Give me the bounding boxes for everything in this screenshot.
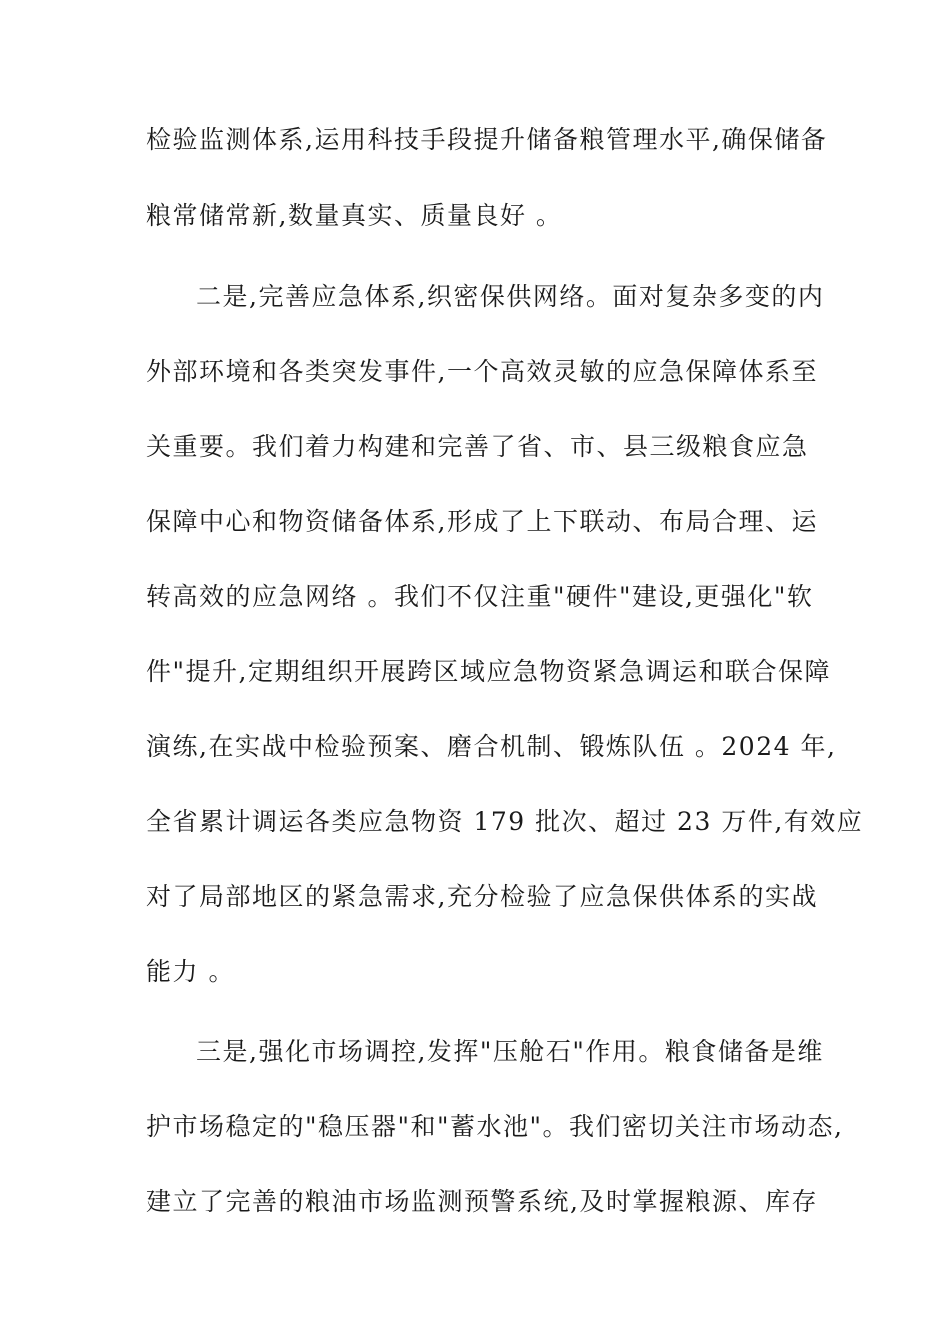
text-line-4: 外部环境和各类突发事件,一个高效灵敏的应急保障体系至	[146, 357, 818, 386]
text-line-5: 关重要。我们着力构建和完善了省、市、县三级粮食应急	[146, 432, 809, 461]
text-line-10: 全省累计调运各类应急物资 179 批次、超过 23 万件,有效应	[146, 807, 864, 836]
text-line-12: 能力 。	[146, 957, 235, 986]
text-line-6: 保障中心和物资储备体系,形成了上下联动、布局合理、运	[146, 507, 818, 536]
text-line-14: 护市场稳定的"稳压器"和"蓄水池"。我们密切关注市场动态,	[146, 1112, 844, 1141]
text-line-15: 建立了完善的粮油市场监测预警系统,及时掌握粮源、库存	[146, 1187, 818, 1216]
text-line-8: 件"提升,定期组织开展跨区域应急物资紧急调运和联合保障	[146, 657, 831, 686]
text-line-2: 粮常储常新,数量真实、质量良好 。	[146, 201, 563, 230]
text-line-1: 检验监测体系,运用科技手段提升储备粮管理水平,确保储备	[146, 125, 828, 154]
paragraph-2-line-1: 二是,完善应急体系,织密保供网络。面对复杂多变的内	[196, 282, 825, 311]
text-line-11: 对了局部地区的紧急需求,充分检验了应急保供体系的实战	[146, 882, 818, 911]
text-line-7: 转高效的应急网络 。我们不仅注重"硬件"建设,更强化"软	[146, 582, 814, 611]
text-line-9: 演练,在实战中检验预案、磨合机制、锻炼队伍 。2024 年,	[146, 732, 837, 761]
paragraph-3-line-1: 三是,强化市场调控,发挥"压舱石"作用。粮食储备是维	[196, 1037, 824, 1066]
